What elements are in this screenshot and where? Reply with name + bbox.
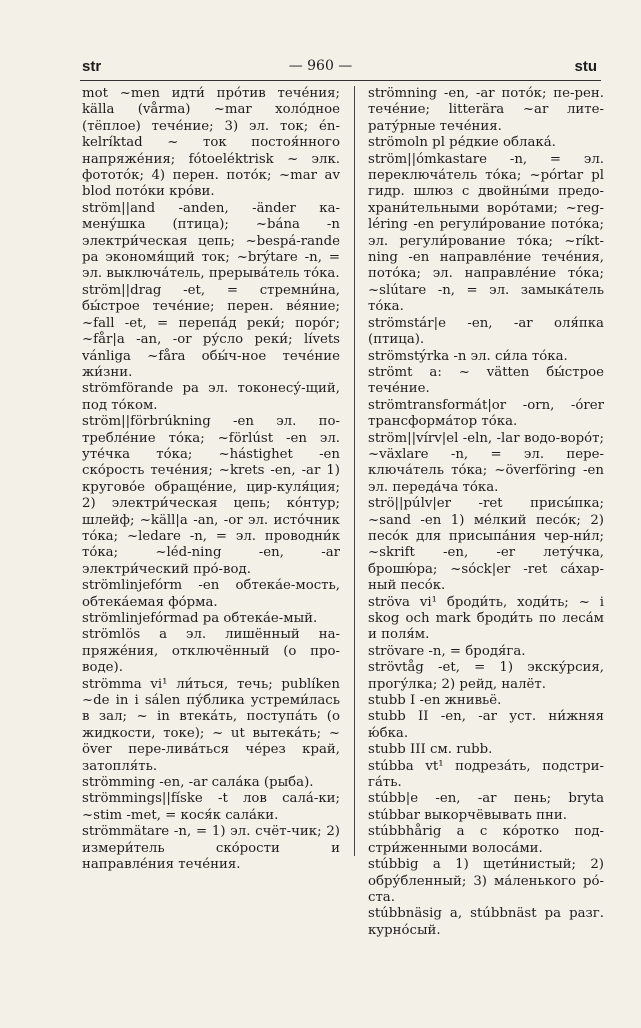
entry: strömt a: ~ vätten бы́строе тече́ние. (368, 364, 604, 397)
entry: stubb II -en, -ar уст. ни́жняя ю́бка. (368, 709, 604, 741)
column-divider (354, 86, 355, 856)
entry: stúbbnäsig a, stúbbnäst pa разг. курно́сый. (368, 906, 604, 938)
entry: stúbba vt¹ подреза́ть, подстри-га́ть. (368, 758, 604, 791)
header-left-word: str (82, 58, 102, 75)
left-column (82, 86, 340, 874)
entry: ström||drag -et, = стремни́на, бы́строе тече́ние; перен. ве́яние; ~fall -et, = перепа́д реки́; поро́г; ~får|a -an, -or ру́сло реки́; lívets vánliga ~fåra обы́ч-ное тече́ние жи́зни. (82, 282, 340, 380)
entry: strömförande pa эл. токонесу́-щий, под то́ком. (82, 381, 340, 413)
entry: strömma vi¹ ли́ться, течь; publíken ~de in i sálen пу́блика устреми́лась в зал; ~ in втека́ть, поступа́ть (о жидкости, токе); ~ ut вытека́ть; ~ över пере-лива́ться че́рез край, затопля́ть. (82, 676, 340, 774)
entry: ström||and -anden, -änder ка-мену́шка (птица); ~bána -n электри́ческая цепь; ~bespá-rande pa экономя́щий ток; ~brýtare -n, = эл. выключа́тель, прерыва́тель то́ка. (82, 200, 340, 282)
entry: ströva vi¹ броди́ть, ходи́ть; ~ i skog och mark броди́ть по леса́м и поля́м. (368, 594, 604, 643)
entry: mot ~men идти́ про́тив тече́ния; källa (vårma) ~mar холо́дное (тёплое) тече́ние; 3) эл. ток; én-kelríktad ~ ток постоя́нного напряже́ния; fótoeléktrisk ~ элк. фототóк; 4) перен. пото́к; ~mar av blod пото́ки крóви. (82, 86, 340, 200)
entry: strömoln pl ре́дкие облака́. (368, 135, 556, 151)
page-number: — 960 — (288, 58, 353, 74)
entry: strömstýrka -n эл. си́ла то́ка. (368, 348, 568, 364)
header-right-word: stu (574, 58, 597, 75)
entry: strömstár|e -en, -ar оля́пка (птица). (368, 315, 604, 348)
entry: ström||ómkastare -n, = эл. переключа́тель то́ка; ~pórtar pl гидр. шлюз с двойны́ми предо-храни́тельными воро́тами; ~reg-léring -en регули́рование пото́ка; эл. регули́рование то́ка; ~ríkt-ning -en направле́ние тече́ния, пото́ка; эл. направле́ние то́ка; ~slútare -n, = эл. замыка́тель то́ка. (368, 151, 604, 315)
entry: ström||förbrúkning -en эл. по-требле́ние то́ка; ~förlúst -en эл. уте́чка то́ка; ~hástighet -en ско́рость тече́ния; ~krets -en, -ar 1) кругово́е обраще́ние, цир-куля́ция; 2) электри́ческая цепь; ко́нтур; шлейф; ~käll|a -an, -or эл. исто́чник то́ка; ~ledare -n, = эл. проводни́к то́ка; ~léd-ning -en, -ar электри́ческий про́-вод. (82, 414, 340, 577)
entry: strömning -en, -ar пото́к; пе-рен. тече́ние; litterära ~ar лите-рату́рные тече́ния. (368, 86, 604, 134)
entry: stubb III см. rubb. (368, 742, 493, 758)
entry: stúbbhårig a с ко́ротко под-стри́женными волоса́ми. (368, 824, 604, 856)
header-rule (80, 80, 601, 81)
entry: strömlös a эл. лишённый на-пряже́ния, отключённый (о про-воде). (82, 627, 340, 676)
entry: strömmings||físke -t лов сала́-ки; ~stim -met, = кося́к сала́ки. (82, 791, 340, 823)
entry: strömmätare -n, = 1) эл. счёт-чик; 2) измери́тель ско́рости и направле́ния тече́ния. (82, 824, 340, 873)
entry: strö||púlv|er -ret присы́пка; ~sand -en 1) ме́лкий песо́к; 2) песо́к для присыпа́ния чер-ни́л; ~skrift -en, -er лету́чка, брошю́ра; ~sóck|er -ret са́хар-ный песо́к. (368, 496, 604, 594)
entry: strömming -en, -ar сала́ка (рыба). (82, 775, 314, 791)
right-column (368, 86, 604, 939)
entry: strövare -n, = бродя́га. (368, 643, 526, 659)
entry: strömlinjefórmad pa обтека́е-мый. (82, 611, 318, 626)
entry: stúbb|e -en, -ar пень; bryta stúbbar выкорчёвывать пни. (368, 791, 604, 823)
entry: strömtransformát|or -orn, -órer трансформа́тор то́ка. (368, 397, 604, 430)
entry: strövtåg -et, = 1) экску́рсия, прогу́лка; 2) рейд, налёт. (368, 660, 604, 692)
entry: stúbbig a 1) щети́нистый; 2) обру́бленный; 3) ма́ленького ро́-ста. (368, 857, 604, 905)
entry: ström||vírv|el -eln, -lar водо-воро́т; ~växlare -n, = эл. пере-ключа́тель то́ка; ~överföring -en эл. переда́ча то́ка. (368, 430, 604, 495)
entry: stubb I -en жнивьё. (368, 693, 502, 709)
entry: strömlinjefórm -en обтека́е-мость, обтека́емая фо́рма. (82, 578, 340, 610)
